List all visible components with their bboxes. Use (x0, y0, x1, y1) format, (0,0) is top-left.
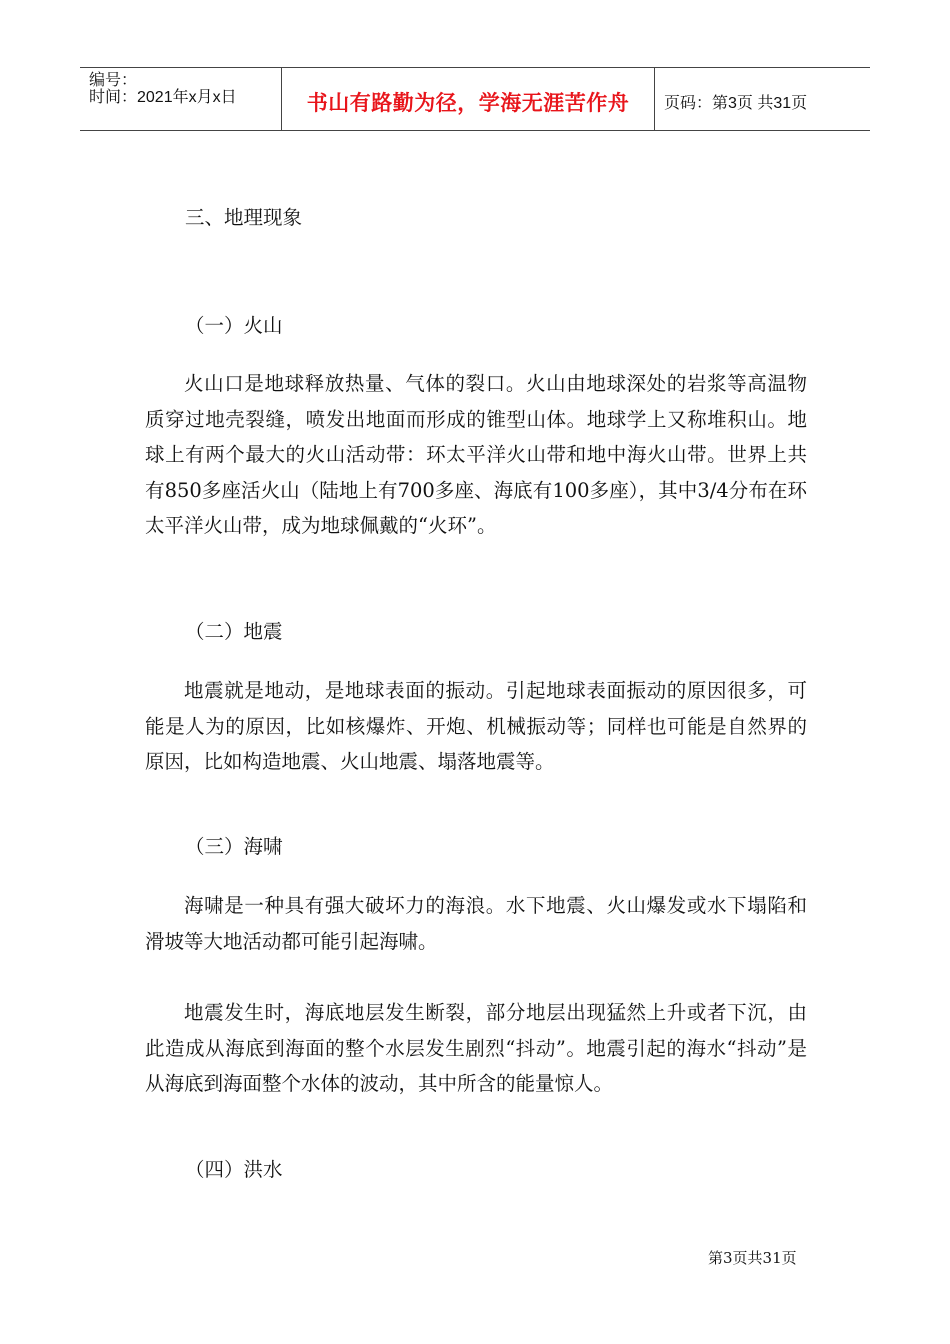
section-title: 三、地理现象 (185, 206, 303, 229)
paragraph-tsunami-2: 地震发生时，海底地层发生断裂，部分地层出现猛然上升或者下沉，由此造成从海底到海面的整个水层发生剧烈“抖动”。地震引起的海水“抖动”是从海底到海面整个水体的波动，其中所含的能量惊人。 (145, 1001, 807, 1095)
paragraph-tsunami-1: 海啸是一种具有强大破坏力的海浪。水下地震、火山爆发或水下塌陷和滑坡等大地活动都可能引起海啸。 (145, 894, 807, 953)
date-label: 时间：2021年x月x日 (89, 89, 237, 106)
paragraph-earthquake: 地震就是地动，是地球表面的振动。引起地球表面振动的原因很多，可能是人为的原因，比如核爆炸、开炮、机械振动等；同样也可能是自然界的原因，比如构造地震、火山地震、塌落地震等。 (145, 679, 807, 773)
header-meta-cell (80, 68, 282, 130)
heading-flood: （四）洪水 (185, 1158, 283, 1181)
paragraph-volcano: 火山口是地球释放热量、气体的裂口。火山由地球深处的岩浆等高温物质穿过地壳裂缝，喷发出地面而形成的锥型山体。地球学上又称堆积山。地球上有两个最大的火山活动带：环太平洋火山带和地中海火山带。世界上共有850多座活火山（陆地上有700多座、海底有100多座），其中3/4分布在环太平洋火山带，成为地球佩戴的“火环”。 (145, 372, 807, 537)
serial-number-label: 编号： (89, 72, 138, 89)
heading-tsunami: （三）海啸 (185, 835, 283, 858)
header-motto: 书山有路勤为径，学海无涯苦作舟 (282, 68, 655, 130)
page-footer: 第3页共31页 (708, 1249, 797, 1267)
page-header (80, 67, 870, 131)
heading-earthquake: （二）地震 (185, 620, 283, 643)
header-page-info: 页码：第3页 共31页 (664, 94, 808, 112)
heading-volcano: （一）火山 (185, 314, 283, 337)
